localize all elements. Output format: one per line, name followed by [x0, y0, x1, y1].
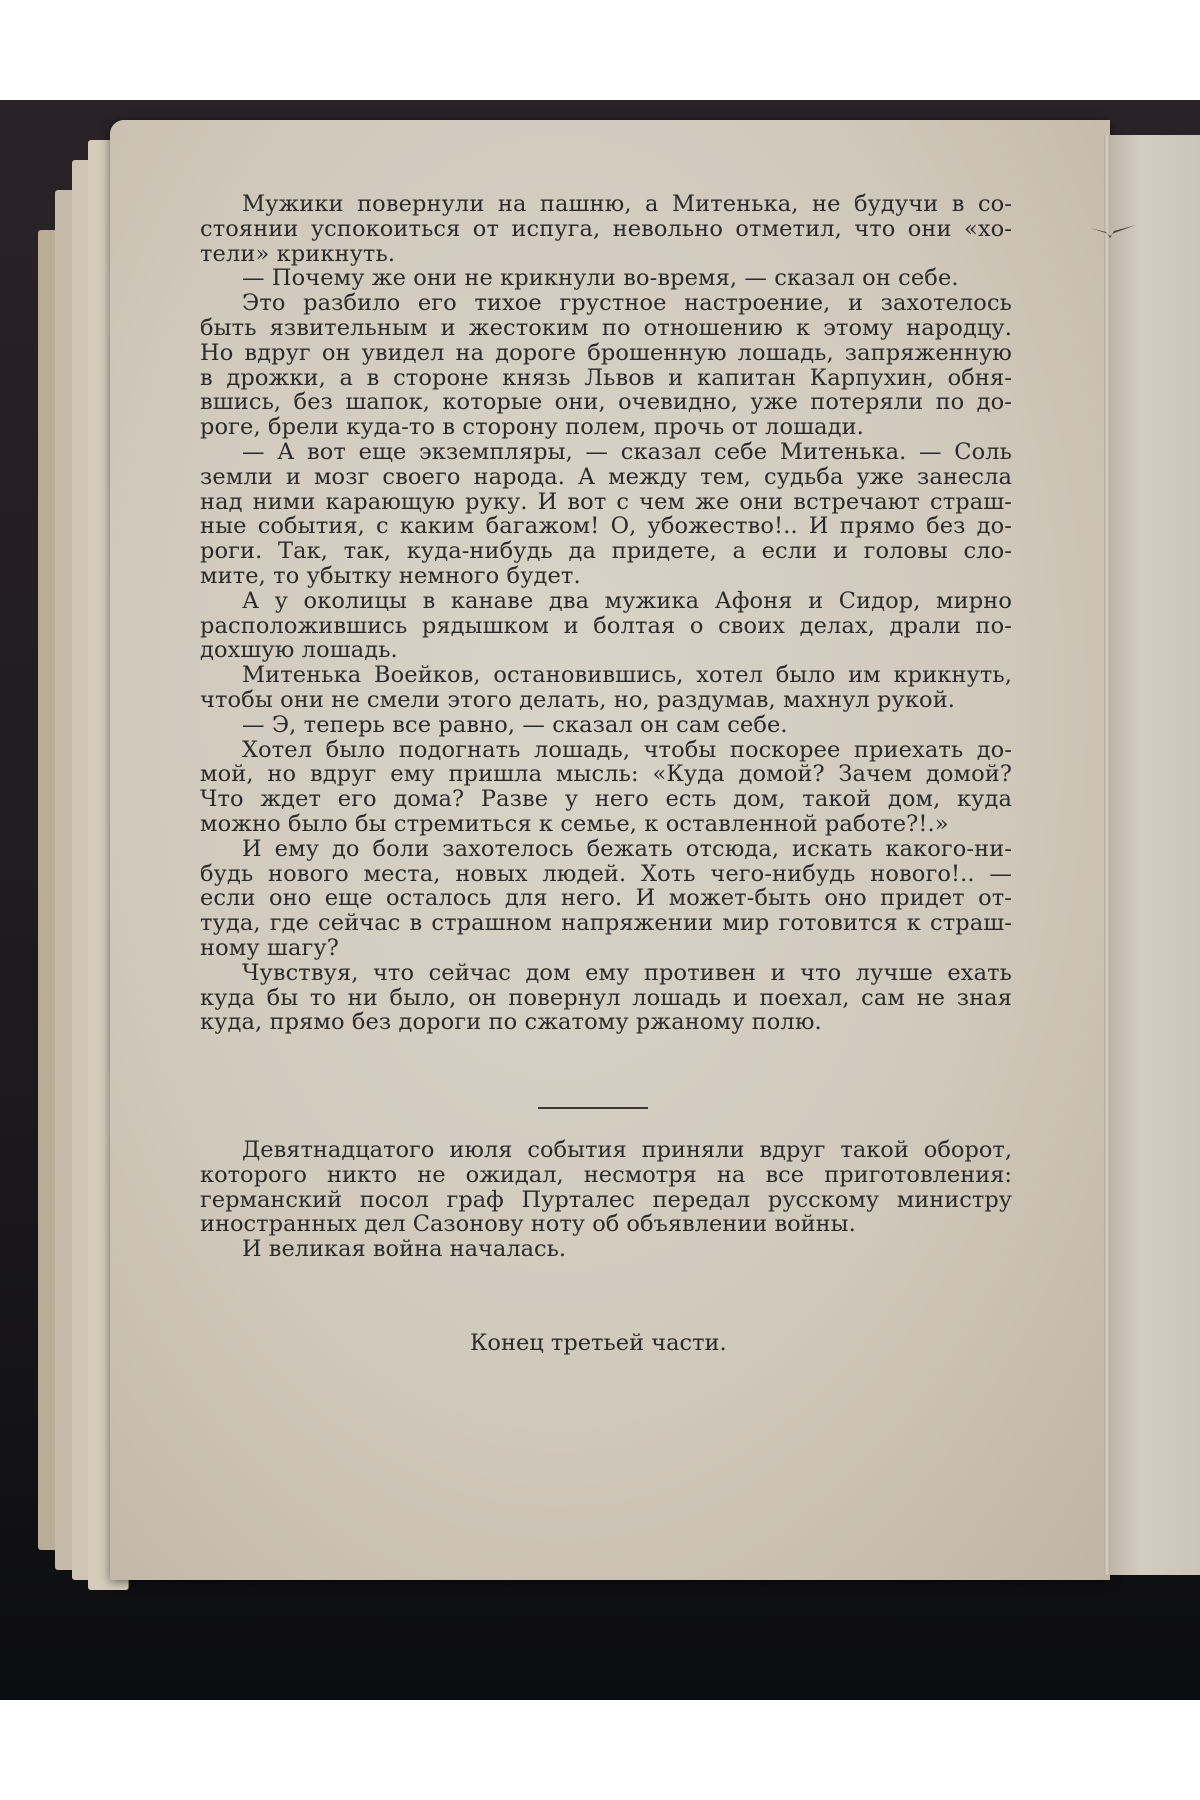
part-end-note: Конец третьей части.	[470, 1330, 727, 1356]
text-line: Но вдруг он увидел на дороге брошенную лошадь, запряженную	[200, 339, 1012, 366]
text-line: куда бы то ни было, он повернул лошадь и поехал, сам не зная	[200, 984, 1012, 1011]
text-line: мите, то убытку немного будет.	[200, 562, 581, 589]
text-line: — Почему же они не крикнули во-время, — сказал он себе.	[242, 265, 959, 292]
facing-page	[1108, 135, 1200, 1575]
text-line: Митенька Воейков, остановившись, хотел было им крикнуть,	[242, 662, 1012, 689]
text-line: И ему до боли захотелось бежать отсюда, искать какого-ни-	[242, 835, 1012, 862]
text-line: Мужики повернули на пашню, а Митенька, не будучи в со-	[242, 191, 1012, 217]
text-line: быть язвительным и жестоким по отношению к этому народцу.	[200, 314, 1012, 341]
text-line: Чувствуя, что сейчас дом ему противен и что лучше ехать	[242, 959, 1012, 986]
text-line: куда, прямо без дороги по сжатому ржаному полю.	[200, 1009, 822, 1036]
text-line: которого никто не ожидал, несмотря на все приготовления:	[200, 1161, 1012, 1188]
text-line: Девятнадцатого июля события приняли вдруг такой оборот,	[242, 1137, 1012, 1163]
text-line: будь нового места, новых людей. Хоть чего-нибудь нового!.. —	[200, 860, 1012, 887]
text-line: Что ждет его дома? Разве у него есть дом, такой дом, куда	[200, 786, 1012, 813]
final-text	[200, 1138, 1012, 1262]
text-line: расположившись рядышком и болтая о своих делах, драли по-	[200, 612, 1012, 639]
text-line: дохшую лошадь.	[200, 637, 398, 664]
text-line: И великая война началась.	[242, 1236, 567, 1263]
text-line: роги. Так, так, куда-нибудь да придете, а если и головы сло-	[200, 538, 1012, 565]
text-line: если оно еще осталось для него. И может-быть оно придет от-	[200, 885, 1012, 912]
spine-fold	[1104, 135, 1110, 1575]
section-separator	[538, 1107, 648, 1109]
text-line: в дрожки, а в стороне князь Львов и капитан Карпухин, обня-	[200, 364, 1012, 391]
text-line: — Э, теперь все равно, — сказал он сам себе.	[242, 711, 788, 738]
text-line: ному шагу?	[200, 934, 339, 961]
text-line: иностранных дел Сазонову ноту об объявлении войны.	[200, 1211, 856, 1238]
text-line: Хотел было подогнать лошадь, чтобы поскорее приехать до-	[242, 736, 1012, 763]
text-line: земли и мозг своего народа. А между тем, судьба уже занесла	[200, 463, 1012, 490]
text-line: тели» крикнуть.	[200, 240, 396, 267]
text-line: туда, где сейчас в страшном напряжении мир готовится к страш-	[200, 910, 1012, 937]
text-line: можно было бы стремиться к семье, к оставленной работе?!.»	[200, 810, 949, 837]
main-text	[200, 192, 1012, 1035]
text-line: роге, брели куда-то в сторону полем, прочь от лошади.	[200, 414, 864, 441]
text-line: над ними карающую руку. И вот с чем же они встречают страш-	[200, 488, 1012, 515]
text-line: стоянии успокоиться от испуга, невольно отметил, что они «хо-	[200, 215, 1012, 242]
text-line: германский посол граф Пурталес передал русскому министру	[200, 1186, 1012, 1213]
text-line: ные события, с каким багажом! О, убожество!.. И прямо без до-	[200, 513, 1012, 540]
text-line: вшись, без шапок, которые они, очевидно, уже потеряли по до-	[200, 389, 1012, 416]
text-line: А у околицы в канаве два мужика Афоня и Сидор, мирно	[242, 587, 1012, 614]
text-line: мой, но вдруг ему пришла мысль: «Куда домой? Зачем домой?	[200, 761, 1012, 788]
text-line: чтобы они не смели этого делать, но, раздумав, махнул рукой.	[200, 686, 956, 713]
text-line: Это разбило его тихое грустное настроение, и захотелось	[242, 290, 1012, 317]
torn-paper-icon	[1088, 222, 1138, 240]
text-line: — А вот еще экземпляры, — сказал себе Митенька. — Соль	[242, 438, 1012, 465]
